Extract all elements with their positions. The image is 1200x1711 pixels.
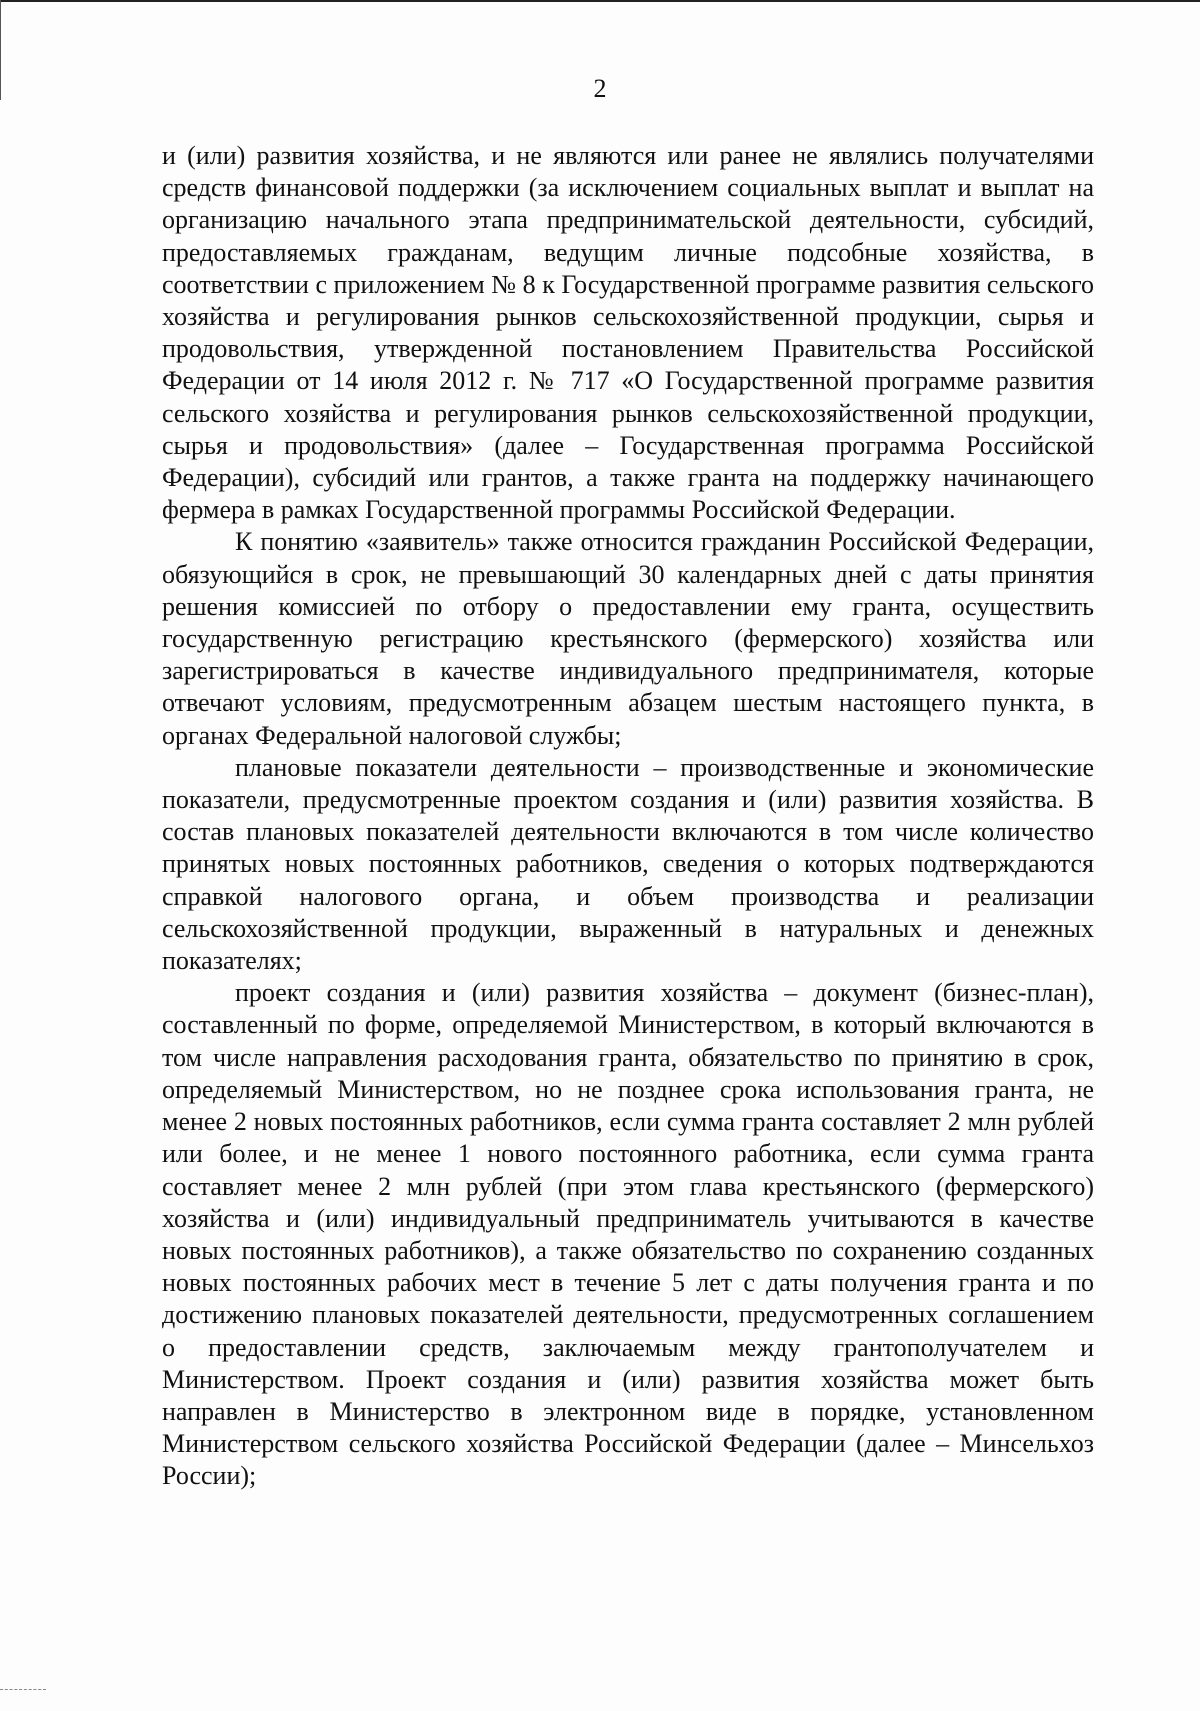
scan-margin-mark — [0, 1689, 46, 1691]
scan-top-edge — [0, 0, 1200, 2]
paragraph-planned-indicators: плановые показатели деятельности – производственные и экономические показатели, предусмотренные проектом создания и (или) развития хозяйства. В состав плановых показателей деятельности включаются в том числе количество принятых новых постоянных работников, сведения о которых подтверждаются справкой налогового органа, и объем производства и реализации сельскохозяйственной продукции, выраженный в натуральных и денежных показателях; — [162, 752, 1094, 976]
paragraph-business-plan: проект создания и (или) развития хозяйства – документ (бизнес-план), составленный по форме, определяемой Министерством, в который включаются в том числе направления расходования гранта, обязательство по принятию в срок, определяемый Министерством, но не позднее срока использования гранта, не менее 2 новых постоянных работников, если сумма гранта составляет 2 млн рублей или более, и не менее 1 нового постоянного работника, если сумма гранта составляет менее 2 млн рублей (при этом глава крестьянского (фермерского) хозяйства и (или) индивидуальный предприниматель учитываются в качестве новых постоянных работников), а также обязательство по сохранению созданных новых постоянных рабочих мест в течение 5 лет с даты получения гранта и по достижению плановых показателей деятельности, предусмотренных соглашением о предоставлении средств, заключаемым между грантополучателем и Министерством. Проект создания и (или) развития хозяйства может быть направлен в Министерство в электронном виде в порядке, установленном Министерством сельского хозяйства Российской Федерации (далее – Минсельхоз России); — [162, 978, 1094, 1491]
page-number: 2 — [593, 74, 607, 103]
paragraph-continuation: и (или) развития хозяйства, и не являются или ранее не являлись получателями средств финансовой поддержки (за исключением социальных выплат и выплат на организацию начального этапа предпринимательской деятельности, субсидий, предоставляемых гражданам, ведущим личные подсобные хозяйства, в соответствии с приложением № 8 к Государственной программе развития сельского хозяйства и регулирования рынков сельскохозяйственной продукции, сырья и продовольствия, утвержденной постановлением Правительства Российской Федерации от 14 июля 2012 г. № 717 «О Государственной программе развития сельского хозяйства и регулирования рынков сельскохозяйственной продукции, сырья и продовольствия» (далее – Государственная программа Российской Федерации), субсидий или грантов, а также гранта на поддержку начинающего фермера в рамках Государственной программы Российской Федерации. — [162, 141, 1094, 525]
document-body — [162, 140, 1094, 1493]
paragraph-applicant-definition: К понятию «заявитель» также относится гражданин Российской Федерации, обязующийся в срок, не превышающий 30 календарных дней с даты принятия решения комиссией по отбору о предоставлении ему гранта, осуществить государственную регистрацию крестьянского (фермерского) хозяйства или зарегистрироваться в качестве индивидуального предпринимателя, которые отвечают условиям, предусмотренным абзацем шестым настоящего пункта, в органах Федеральной налоговой службы; — [162, 527, 1094, 750]
